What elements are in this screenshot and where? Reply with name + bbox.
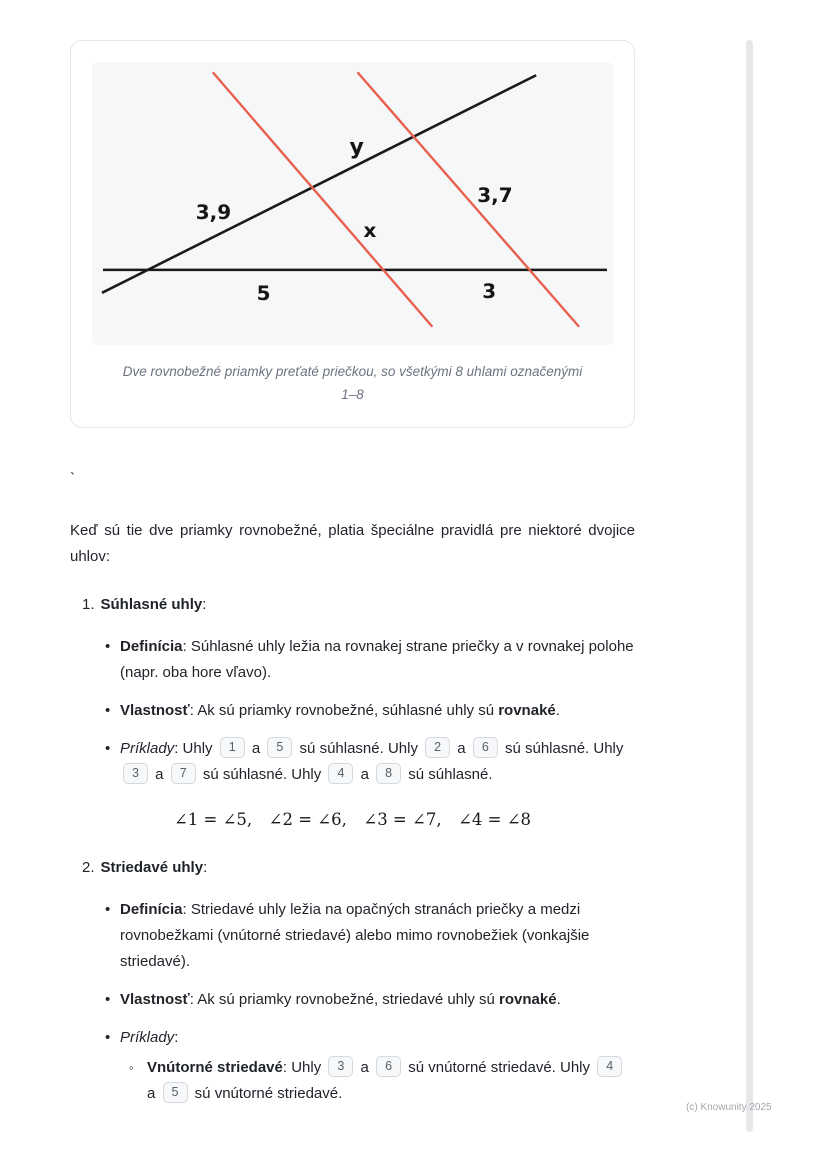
figure-caption — [92, 360, 613, 406]
text-segment: rovnaké — [498, 702, 556, 719]
text-segment: : Uhly — [282, 1059, 326, 1076]
bullet-marker — [105, 736, 120, 788]
text-segment: sú súhlasné. — [404, 766, 493, 783]
label-base-left: 5 — [256, 280, 271, 305]
text-segment: a — [147, 1085, 160, 1102]
text-segment: : Súhlasné uhly ležia na rovnakej strane priečky a v rovnakej polohe (napr. oba hore vľavo). — [120, 638, 634, 681]
angle-number-chip: 3 — [123, 763, 148, 784]
text-segment: sú súhlasné. Uhly — [198, 766, 326, 783]
text-segment: Definícia — [120, 901, 183, 918]
scrollbar[interactable] — [746, 40, 753, 1132]
sub-bullet-item-vnutorne — [120, 1055, 635, 1107]
angle-number-chip: 3 — [328, 1056, 353, 1077]
item-title — [101, 592, 207, 618]
angle-number-chip: 4 — [597, 1056, 622, 1077]
text-segment: sú vnútorné striedavé. Uhly — [404, 1059, 595, 1076]
list-item-heading — [70, 592, 635, 618]
bullet-marker — [105, 634, 120, 686]
figure-card — [70, 40, 635, 428]
bullet-text — [120, 736, 635, 788]
bullet-text — [120, 897, 635, 975]
angle-number-chip: 6 — [376, 1056, 401, 1077]
intro-paragraph: Keď sú tie dve priamky rovnobežné, platia špeciálne pravidlá pre niektoré dvojice uhlov: — [70, 522, 635, 565]
caption-line-2: 1–8 — [341, 387, 364, 402]
text-segment: sú súhlasné. Uhly — [500, 740, 624, 757]
angle-number-chip: 8 — [376, 763, 401, 784]
text-segment: Súhlasné uhly — [100, 596, 203, 613]
text-segment: sú súhlasné. Uhly — [295, 740, 423, 757]
text-segment: Príklady — [120, 740, 175, 757]
text-segment: : Uhly — [174, 740, 217, 757]
math-line: ∠1 = ∠5, ∠2 = ∠6, ∠3 = ∠7, ∠4 = ∠8 — [173, 810, 532, 829]
angle-number-chip: 1 — [220, 737, 245, 758]
list-item-heading — [70, 855, 635, 881]
text-segment: a — [356, 1059, 374, 1076]
text-segment: Vlastnosť — [120, 702, 190, 719]
bullet-item-vlastnost — [70, 698, 635, 724]
angle-number-chip: 7 — [171, 763, 196, 784]
text-segment: . — [555, 702, 560, 719]
bullet-text — [120, 634, 635, 686]
label-left-segment: 3,9 — [195, 199, 232, 224]
bullet-item-definicia — [70, 634, 635, 686]
document-content — [70, 40, 635, 1127]
angle-number-chip: 4 — [328, 763, 353, 784]
angle-number-chip: 2 — [425, 737, 450, 758]
oblique-line — [102, 75, 536, 293]
text-segment: a — [453, 740, 470, 757]
text-segment: Vlastnosť — [120, 991, 190, 1008]
label-x: x — [363, 217, 377, 242]
list-item-suhlasne-uhly — [70, 592, 635, 829]
label-base-right: 3 — [482, 278, 497, 303]
item-number: 2. — [82, 859, 95, 876]
bullet-item-priklady — [70, 1025, 635, 1107]
text-segment: : — [174, 1029, 179, 1046]
text-segment: Striedavé uhly — [100, 859, 204, 876]
label-right-segment: 3,7 — [477, 183, 513, 208]
text-segment: Vnútorné striedavé — [147, 1059, 283, 1076]
bullet-item-vlastnost — [70, 987, 635, 1013]
sub-bullet-text — [147, 1055, 635, 1107]
text-segment: a — [151, 766, 168, 783]
parallel-lines-diagram — [92, 62, 613, 345]
text-segment: a — [247, 740, 265, 757]
transversal-line-1 — [213, 72, 433, 327]
bullet-item-priklady — [70, 736, 635, 788]
bullet-marker — [105, 987, 120, 1013]
bullet-marker — [105, 698, 120, 724]
text-segment: Definícia — [120, 638, 183, 655]
angle-number-chip: 5 — [267, 737, 292, 758]
angle-number-chip: 5 — [163, 1082, 188, 1103]
text-segment: : Striedavé uhly ležia na opačných stranách priečky a medzi rovnobežkami (vnútorné striedavé) alebo mimo rovnobežiek (vonkajšie striedavé). — [120, 901, 590, 970]
text-segment: : Ak sú priamky rovnobežné, súhlasné uhly sú — [189, 702, 499, 719]
bullet-text — [120, 987, 635, 1013]
sub-bullet-marker — [129, 1055, 147, 1107]
bullet-list — [70, 634, 635, 788]
list-item-striedave-uhly — [70, 855, 635, 1107]
text-segment: a — [356, 766, 374, 783]
text-segment: sú vnútorné striedavé. — [190, 1085, 343, 1102]
text-segment: . — [556, 991, 561, 1008]
angle-number-chip: 6 — [473, 737, 498, 758]
stray-backtick: ` — [70, 470, 75, 487]
bullet-marker — [105, 1025, 120, 1107]
label-y: y — [349, 135, 364, 161]
text-segment: : Ak sú priamky rovnobežné, striedavé uhly sú — [189, 991, 500, 1008]
figure-image — [92, 62, 613, 345]
text-segment: rovnaké — [499, 991, 557, 1008]
caption-line-1: Dve rovnobežné priamky preťaté priečkou, so všetkými 8 uhlami označenými — [122, 364, 583, 379]
item-number: 1. — [82, 596, 95, 613]
bullet-marker — [105, 897, 120, 975]
footer-credit: (c) Knowunity 2025 — [686, 1102, 772, 1113]
text-segment: : — [202, 596, 207, 613]
item-title — [101, 855, 208, 881]
bullet-text-wrapper — [120, 1025, 635, 1107]
bullet-text — [120, 1029, 178, 1046]
bullet-list — [70, 897, 635, 1107]
rules-list — [70, 592, 635, 1107]
sub-bullet-list — [120, 1055, 635, 1107]
text-segment: : — [203, 859, 208, 876]
bullet-item-definicia — [70, 897, 635, 975]
bullet-text — [120, 698, 635, 724]
text-segment: Príklady — [120, 1029, 175, 1046]
